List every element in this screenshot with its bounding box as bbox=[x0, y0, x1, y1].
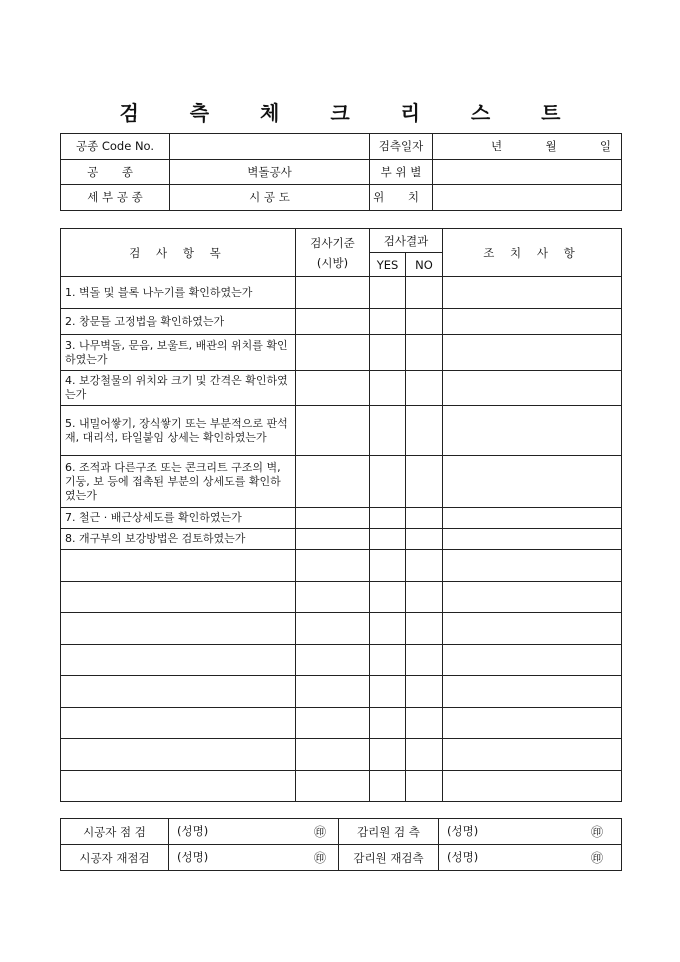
yes-cell[interactable] bbox=[370, 335, 406, 371]
check-item: 8. 개구부의 보강방법은 검토하였는가 bbox=[61, 529, 296, 550]
empty-cell[interactable] bbox=[296, 676, 370, 708]
empty-cell[interactable] bbox=[443, 739, 622, 771]
work-type-value[interactable]: 벽돌공사 bbox=[170, 159, 370, 185]
empty-cell[interactable] bbox=[406, 613, 443, 645]
empty-cell[interactable] bbox=[443, 550, 622, 582]
supervisor-recheck-label: 감리원 재검측 bbox=[339, 845, 439, 871]
empty-cell[interactable] bbox=[296, 644, 370, 676]
empty-cell[interactable] bbox=[370, 707, 406, 739]
no-cell[interactable] bbox=[406, 371, 443, 406]
action-cell[interactable] bbox=[443, 456, 622, 508]
work-type-label: 공 종 bbox=[61, 159, 170, 185]
check-item: 3. 나무벽돌, 문음, 보울트, 배관의 위치를 확인하였는가 bbox=[61, 335, 296, 371]
empty-cell[interactable] bbox=[296, 581, 370, 613]
date-value[interactable] bbox=[433, 134, 622, 160]
no-cell[interactable] bbox=[406, 309, 443, 335]
empty-row bbox=[61, 550, 622, 582]
year-label: 년 bbox=[491, 139, 503, 154]
name-placeholder: (성명) bbox=[177, 824, 209, 838]
empty-cell[interactable] bbox=[406, 676, 443, 708]
empty-cell[interactable] bbox=[370, 581, 406, 613]
table-row bbox=[61, 309, 622, 335]
standard-cell[interactable] bbox=[296, 277, 370, 309]
empty-cell[interactable] bbox=[296, 550, 370, 582]
contractor-check-sign[interactable] bbox=[169, 819, 339, 845]
empty-cell[interactable] bbox=[443, 644, 622, 676]
empty-row bbox=[61, 707, 622, 739]
seal-icon: ㊞ bbox=[590, 825, 603, 839]
yes-cell[interactable] bbox=[370, 309, 406, 335]
page-title: 검 측 체 크 리 스 트 bbox=[119, 101, 583, 125]
empty-row bbox=[61, 581, 622, 613]
contractor-check-label: 시공자 점 검 bbox=[61, 819, 169, 845]
empty-cell[interactable] bbox=[61, 676, 296, 708]
check-item: 2. 창문틀 고정법을 확인하였는가 bbox=[61, 309, 296, 335]
sub-work-type-label: 세 부 공 종 bbox=[61, 185, 170, 211]
empty-cell[interactable] bbox=[443, 707, 622, 739]
empty-cell[interactable] bbox=[61, 707, 296, 739]
checklist-table bbox=[60, 228, 622, 802]
contractor-recheck-sign[interactable] bbox=[169, 845, 339, 871]
month-label: 월 bbox=[545, 139, 557, 154]
standard-cell[interactable] bbox=[296, 508, 370, 529]
empty-row bbox=[61, 613, 622, 645]
empty-cell[interactable] bbox=[370, 770, 406, 802]
part-label: 부 위 별 bbox=[370, 159, 433, 185]
table-row bbox=[61, 508, 622, 529]
date-label: 검측일자 bbox=[370, 134, 433, 160]
standard-cell[interactable] bbox=[296, 371, 370, 406]
empty-cell[interactable] bbox=[406, 770, 443, 802]
supervisor-check-sign[interactable] bbox=[439, 819, 622, 845]
empty-cell[interactable] bbox=[406, 707, 443, 739]
check-item: 5. 내밀어쌓기, 장식쌓기 또는 부분적으로 판석재, 대리석, 타일붙임 상세는 확인하였는가 bbox=[61, 406, 296, 456]
no-cell[interactable] bbox=[406, 335, 443, 371]
empty-cell[interactable] bbox=[443, 770, 622, 802]
empty-cell[interactable] bbox=[443, 581, 622, 613]
empty-cell[interactable] bbox=[61, 550, 296, 582]
standard-cell[interactable] bbox=[296, 456, 370, 508]
check-item: 6. 조적과 다른구조 또는 콘크리트 구조의 벽, 기둥, 보 등에 접촉된 부분의 상세도를 확인하였는가 bbox=[61, 456, 296, 508]
check-item: 4. 보강철물의 위치와 크기 및 간격은 확인하였는가 bbox=[61, 371, 296, 406]
empty-cell[interactable] bbox=[61, 644, 296, 676]
action-cell[interactable] bbox=[443, 406, 622, 456]
yes-cell[interactable] bbox=[370, 277, 406, 309]
empty-cell[interactable] bbox=[296, 613, 370, 645]
code-label: 공종 Code No. bbox=[61, 134, 170, 160]
standard-cell[interactable] bbox=[296, 529, 370, 550]
day-label: 일 bbox=[599, 139, 611, 154]
empty-cell[interactable] bbox=[296, 707, 370, 739]
name-placeholder: (성명) bbox=[177, 850, 209, 864]
standard-cell[interactable] bbox=[296, 335, 370, 371]
empty-row bbox=[61, 644, 622, 676]
table-row bbox=[61, 529, 622, 550]
empty-cell[interactable] bbox=[296, 739, 370, 771]
empty-cell[interactable] bbox=[61, 613, 296, 645]
col-no-header: NO bbox=[406, 253, 443, 277]
no-cell[interactable] bbox=[406, 277, 443, 309]
empty-cell[interactable] bbox=[370, 676, 406, 708]
code-value[interactable] bbox=[170, 134, 370, 160]
empty-cell[interactable] bbox=[296, 770, 370, 802]
location-value[interactable] bbox=[433, 185, 622, 211]
no-cell[interactable] bbox=[406, 529, 443, 550]
part-value[interactable] bbox=[433, 159, 622, 185]
seal-icon: ㊞ bbox=[313, 825, 326, 839]
header-table bbox=[60, 133, 622, 211]
seal-icon: ㊞ bbox=[590, 851, 603, 865]
empty-cell[interactable] bbox=[370, 739, 406, 771]
no-cell[interactable] bbox=[406, 508, 443, 529]
empty-row bbox=[61, 770, 622, 802]
empty-cell[interactable] bbox=[61, 739, 296, 771]
empty-row bbox=[61, 676, 622, 708]
standard-cell[interactable] bbox=[296, 309, 370, 335]
col-standard-line1: 검사기준 bbox=[310, 235, 355, 250]
sub-work-type-value[interactable]: 시 공 도 bbox=[170, 185, 370, 211]
check-item: 1. 벽돌 및 블록 나누기를 확인하였는가 bbox=[61, 277, 296, 309]
no-cell[interactable] bbox=[406, 456, 443, 508]
action-cell[interactable] bbox=[443, 309, 622, 335]
col-yes-header: YES bbox=[370, 253, 406, 277]
empty-cell[interactable] bbox=[370, 644, 406, 676]
table-row bbox=[61, 335, 622, 371]
yes-cell[interactable] bbox=[370, 456, 406, 508]
col-standard-header bbox=[296, 229, 370, 277]
no-cell[interactable] bbox=[406, 406, 443, 456]
yes-cell[interactable] bbox=[370, 529, 406, 550]
supervisor-check-label: 감리원 검 측 bbox=[339, 819, 439, 845]
col-action-header: 조 치 사 항 bbox=[443, 229, 622, 277]
empty-cell[interactable] bbox=[61, 770, 296, 802]
action-cell[interactable] bbox=[443, 371, 622, 406]
table-row bbox=[61, 406, 622, 456]
seal-icon: ㊞ bbox=[313, 851, 326, 865]
empty-cell[interactable] bbox=[406, 581, 443, 613]
supervisor-recheck-sign[interactable] bbox=[439, 845, 622, 871]
empty-cell[interactable] bbox=[443, 676, 622, 708]
table-row bbox=[61, 456, 622, 508]
col-standard-line2: (시방) bbox=[316, 255, 349, 270]
empty-cell[interactable] bbox=[61, 581, 296, 613]
table-row bbox=[61, 371, 622, 406]
yes-cell[interactable] bbox=[370, 508, 406, 529]
action-cell[interactable] bbox=[443, 277, 622, 309]
contractor-recheck-label: 시공자 재점검 bbox=[61, 845, 169, 871]
col-result-header: 검사결과 bbox=[370, 229, 443, 253]
empty-cell[interactable] bbox=[370, 550, 406, 582]
col-item-header: 검 사 항 목 bbox=[61, 229, 296, 277]
yes-cell[interactable] bbox=[370, 406, 406, 456]
action-cell[interactable] bbox=[443, 529, 622, 550]
check-item: 7. 철근 · 배근상세도를 확인하였는가 bbox=[61, 508, 296, 529]
empty-cell[interactable] bbox=[406, 550, 443, 582]
empty-cell[interactable] bbox=[406, 739, 443, 771]
empty-cell[interactable] bbox=[443, 613, 622, 645]
empty-cell[interactable] bbox=[406, 644, 443, 676]
empty-row bbox=[61, 739, 622, 771]
table-row bbox=[61, 277, 622, 309]
action-cell[interactable] bbox=[443, 508, 622, 529]
empty-cell[interactable] bbox=[370, 613, 406, 645]
signature-table bbox=[60, 818, 622, 871]
name-placeholder: (성명) bbox=[447, 850, 479, 864]
location-label: 위 치 bbox=[370, 185, 433, 211]
name-placeholder: (성명) bbox=[447, 824, 479, 838]
standard-cell[interactable] bbox=[296, 406, 370, 456]
action-cell[interactable] bbox=[443, 335, 622, 371]
yes-cell[interactable] bbox=[370, 371, 406, 406]
